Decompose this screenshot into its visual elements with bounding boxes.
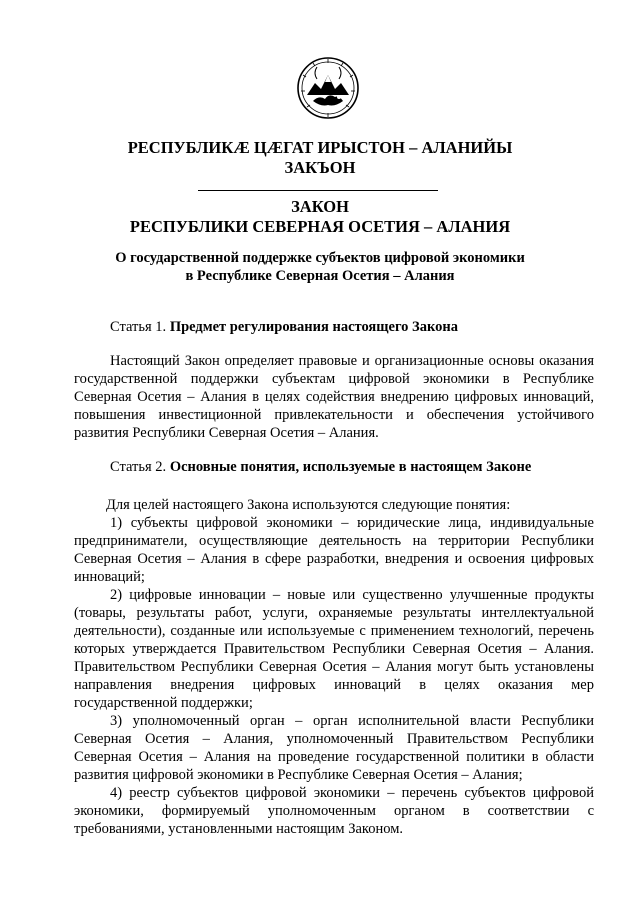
law-ossetian-heading: ЗАКЪОН (284, 158, 356, 177)
article-2-heading (110, 458, 590, 476)
law-russian-heading: ЗАКОН (291, 197, 349, 216)
coat-of-arms-emblem-icon (295, 55, 361, 121)
article-2-prefix: Статья 2. (110, 459, 170, 475)
article-1-prefix: Статья 1. (110, 319, 170, 335)
republic-russian-heading: РЕСПУБЛИКИ СЕВЕРНАЯ ОСЕТИЯ – АЛАНИЯ (129, 217, 511, 236)
law-title-line-2: в Республике Северная Осетия – Алания (185, 268, 455, 284)
article-2-intro: Для целей настоящего Закона используются следующие понятия: (106, 497, 511, 513)
law-title-line-1: О государственной поддержке субъектов цифровой экономики (115, 250, 525, 266)
definition-item: 1) субъекты цифровой экономики – юридические лица, индивидуальные предприниматели, осуществляющие деятельность на территории Республики Северная Осетия – Алания в сфере разработки, внедрения и освоения цифровых инноваций; (74, 515, 594, 585)
republic-ossetian-heading: РЕСПУБЛИКÆ ЦÆГАТ ИРЫСТОН – АЛАНИЙЫ (127, 138, 513, 157)
definition-item: 2) цифровые инновации – новые или существенно улучшенные продукты (товары, результаты работ, услуги, охраняемые результаты интеллектуальной деятельности), созданные или используемые с применением технологий, перечень которых утверждается Правительством Республики Северная Осетия – Алания. Правительством Республики Северная Осетия – Алания могут быть установлены направления внедрения цифровых инноваций в целях оказания мер государственной поддержки; (74, 587, 594, 711)
definition-item: 4) реестр субъектов цифровой экономики – перечень субъектов цифровой экономики, формируемый уполномоченным органом в соответствии с требованиями, установленными настоящим Законом. (74, 785, 594, 837)
article-1-heading (110, 318, 590, 336)
definitions-list (74, 514, 594, 838)
definition-item: 3) уполномоченный орган – орган исполнительной власти Республики Северная Осетия – Алания, уполномоченный Правительством Республики Северная Осетия – Алания на проведение государственной политики в области развития цифровой экономики в Республике Северная Осетия – Алания; (74, 713, 594, 783)
article-1-text: Настоящий Закон определяет правовые и организационные основы оказания государственной поддержки субъектам цифровой экономики в Республике Северная Осетия – Алания в целях содействия внедрению цифровых инноваций, повышения инвестиционной привлекательности и обеспечения устойчивого развития Республики Северная Осетия – Алания. (74, 353, 594, 441)
article-1-title: Предмет регулирования настоящего Закона (169, 319, 458, 335)
article-2-title: Основные понятия, используемые в настоящем Законе (169, 459, 532, 475)
header-divider (198, 190, 438, 191)
